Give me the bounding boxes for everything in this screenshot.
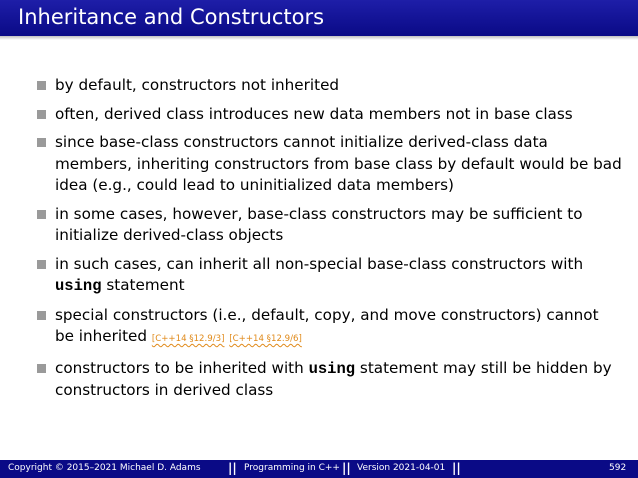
bullet-text: by default, constructors not inherited bbox=[55, 76, 340, 94]
bullet-square-icon bbox=[37, 81, 46, 90]
bullet-text: statement may still be hidden by constructors in derived class bbox=[55, 358, 612, 399]
footer-separator: || bbox=[342, 461, 351, 475]
citation-link[interactable]: [C++14 §12.9/6] bbox=[229, 334, 302, 344]
bullet-item bbox=[37, 132, 622, 197]
title-shadow bbox=[0, 36, 638, 40]
footer-course: Programming in C++ bbox=[244, 463, 340, 473]
footer-page-number: 592 bbox=[609, 463, 627, 473]
title-bar bbox=[0, 0, 638, 36]
bullet-square-icon bbox=[37, 138, 46, 147]
bullet-item bbox=[37, 305, 622, 351]
slide-title: Inheritance and Constructors bbox=[18, 5, 325, 29]
footer-separator: || bbox=[452, 461, 461, 475]
bullet-square-icon bbox=[37, 110, 46, 119]
footer-copyright: Copyright © 2015–2021 Michael D. Adams bbox=[8, 463, 201, 473]
bullet-item bbox=[37, 104, 622, 126]
bullet-item bbox=[37, 254, 622, 298]
bullet-text: often, derived class introduces new data members not in base class bbox=[55, 104, 573, 123]
footer-version: Version 2021-04-01 bbox=[357, 463, 446, 473]
bullet-item bbox=[37, 358, 622, 402]
code-keyword: using bbox=[308, 359, 356, 378]
code-keyword: using bbox=[55, 277, 102, 295]
bullet-text: since base-class constructors cannot initialize derived-class data members, inheriting constructors from base class by default would be bad idea (e.g., could lead to uninitialized data members) bbox=[55, 133, 622, 194]
footer-separator: || bbox=[228, 461, 237, 475]
bullet-item bbox=[37, 75, 622, 97]
bullet-list bbox=[37, 75, 622, 409]
bullet-square-icon bbox=[37, 260, 46, 269]
citation-link[interactable]: [C++14 §12.9/3] bbox=[151, 334, 225, 344]
bullet-square-icon bbox=[37, 364, 46, 373]
footer-bar bbox=[0, 460, 638, 478]
bullet-square-icon bbox=[37, 311, 46, 320]
bullet-text: special constructors (i.e., default, copy, and move constructors) cannot be inherited bbox=[55, 305, 599, 345]
bullet-text: in such cases, can inherit all non-special base-class constructors with bbox=[55, 254, 584, 273]
bullet-square-icon bbox=[37, 210, 46, 219]
bullet-item bbox=[37, 204, 622, 247]
bullet-text: in some cases, however, base-class constructors may be sufficient to initialize derived-class objects bbox=[55, 204, 583, 244]
bullet-text: statement bbox=[106, 276, 185, 294]
bullet-text: constructors to be inherited with bbox=[55, 358, 304, 377]
